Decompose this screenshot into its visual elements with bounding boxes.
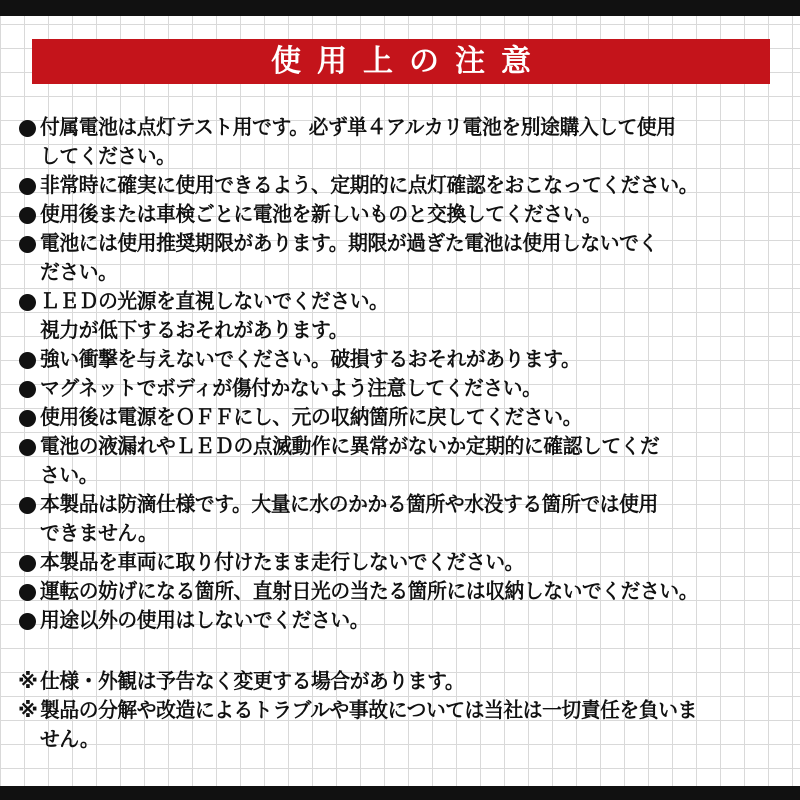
top-border-bar <box>0 0 800 16</box>
page-title: 使用上の注意 <box>271 43 547 79</box>
title-banner <box>32 39 770 84</box>
caution-text-line: さい。 <box>40 463 99 487</box>
bottom-border-bar <box>0 786 800 800</box>
caution-text-line: 使用後は電源をＯＦＦにし、元の収納箇所に戻してください。 <box>40 405 582 429</box>
remark-text-line: 製品の分解や改造によるトラブルや事故については当社は一切責任を負いま <box>40 698 697 722</box>
bullet-icon <box>19 497 36 514</box>
bullet-icon <box>19 613 36 630</box>
caution-text-line: ださい。 <box>40 260 118 284</box>
caution-list <box>18 113 788 635</box>
caution-text-line: 電池には使用推奨期限があります。期限が過ぎた電池は使用しないでく <box>40 231 658 255</box>
caution-item <box>18 171 788 200</box>
remark-item <box>18 667 788 696</box>
caution-text-line: 使用後または車検ごとに電池を新しいものと交換してください。 <box>40 202 602 226</box>
bullet-icon <box>19 410 36 427</box>
bullet-icon <box>19 584 36 601</box>
caution-text-line: 強い衝撃を与えないでください。破損するおそれがあります。 <box>40 347 581 371</box>
caution-text-line: 視力が低下するおそれがあります。 <box>40 318 349 342</box>
bullet-icon <box>19 294 36 311</box>
bullet-icon <box>19 120 36 137</box>
remarks-list <box>18 667 788 754</box>
bullet-icon <box>19 352 36 369</box>
remark-item <box>18 696 788 754</box>
caution-item <box>18 432 788 490</box>
reference-mark: ※ <box>18 698 38 722</box>
caution-item <box>18 345 788 374</box>
caution-text-line: できません。 <box>40 521 158 545</box>
caution-text-line: 非常時に確実に使用できるよう、定期的に点灯確認をおこなってください。 <box>40 173 699 197</box>
remark-text-line: 仕様・外観は予告なく変更する場合があります。 <box>40 669 465 693</box>
caution-item <box>18 113 788 171</box>
bullet-icon <box>19 555 36 572</box>
bullet-icon <box>19 439 36 456</box>
caution-item <box>18 403 788 432</box>
caution-item <box>18 374 788 403</box>
caution-text-line: 電池の液漏れやＬＥＤの点滅動作に異常がないか定期的に確認してくだ <box>40 434 660 458</box>
caution-text-line: 用途以外の使用はしないでください。 <box>40 608 370 632</box>
caution-item <box>18 577 788 606</box>
caution-item <box>18 490 788 548</box>
caution-text-line: 付属電池は点灯テスト用です。必ず単４アルカリ電池を別途購入して使用 <box>40 115 676 139</box>
caution-item <box>18 548 788 577</box>
caution-item <box>18 200 788 229</box>
reference-mark: ※ <box>18 669 38 693</box>
bullet-icon <box>19 236 36 253</box>
caution-text-line: マグネットでボディが傷付かないよう注意してください。 <box>40 376 542 400</box>
caution-item <box>18 287 788 345</box>
caution-item <box>18 229 788 287</box>
caution-text-line: 本製品を車両に取り付けたまま走行しないでください。 <box>40 550 524 574</box>
caution-text-line: 運転の妨げになる箇所、直射日光の当たる箇所には収納しないでください。 <box>40 579 699 603</box>
bullet-icon <box>19 207 36 224</box>
caution-text-line: 本製品は防滴仕様です。大量に水のかかる箇所や水没する箇所では使用 <box>40 492 658 516</box>
bullet-icon <box>19 178 36 195</box>
caution-item <box>18 606 788 635</box>
bullet-icon <box>19 381 36 398</box>
caution-text-line: ＬＥＤの光源を直視しないでください。 <box>40 289 389 313</box>
caution-text-line: してください。 <box>40 144 176 168</box>
remark-text-line: せん。 <box>40 727 100 751</box>
